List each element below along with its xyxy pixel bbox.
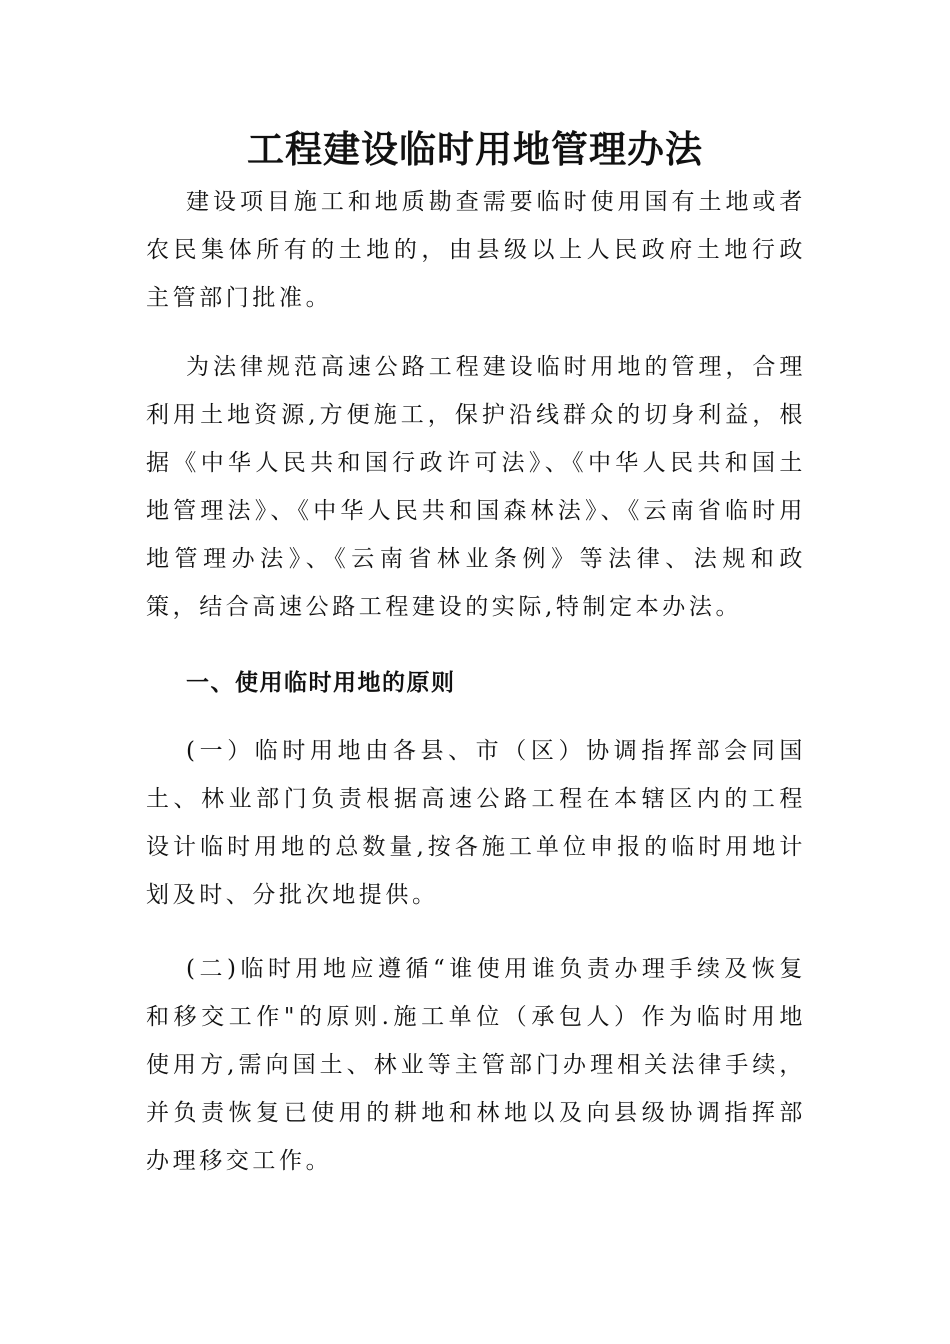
- paragraph-approval: 建设项目施工和地质勘查需要临时使用国有土地或者农民集体所有的土地的，由县级以上人民政府土地行政主管部门批准。: [146, 189, 806, 311]
- document-title: 工程建设临时用地管理办法: [247, 128, 703, 171]
- principle-item-1: (一）临时用地由各县、市（区）协调指挥部会同国土、林业部门负责根据高速公路工程在本辖区内的工程设计临时用地的总数量,按各施工单位申报的临时用地计划及时、分批次地提供。: [146, 738, 806, 908]
- principle-item-2: (二)临时用地应遵循“谁使用谁负责办理手续及恢复和移交工作"的原则.施工单位（承包人）作为临时用地使用方,需向国土、林业等主管部门办理相关法律手续，并负责恢复已使用的耕地和林地以及向县级协调指挥部办理移交工作。: [146, 956, 806, 1174]
- section-heading-principles: 一、使用临时用地的原则: [186, 670, 456, 696]
- paragraph-purpose: 为法律规范高速公路工程建设临时用地的管理，合理利用土地资源,方便施工，保护沿线群众的切身利益，根据《中华人民共和国行政许可法》、《中华人民共和国土地管理法》、《中华人民共和国森林法》、《云南省临时用地管理办法》、《云南省林业条例》等法律、法规和政策，结合高速公路工程建设的实际,特制定本办法。: [146, 354, 806, 620]
